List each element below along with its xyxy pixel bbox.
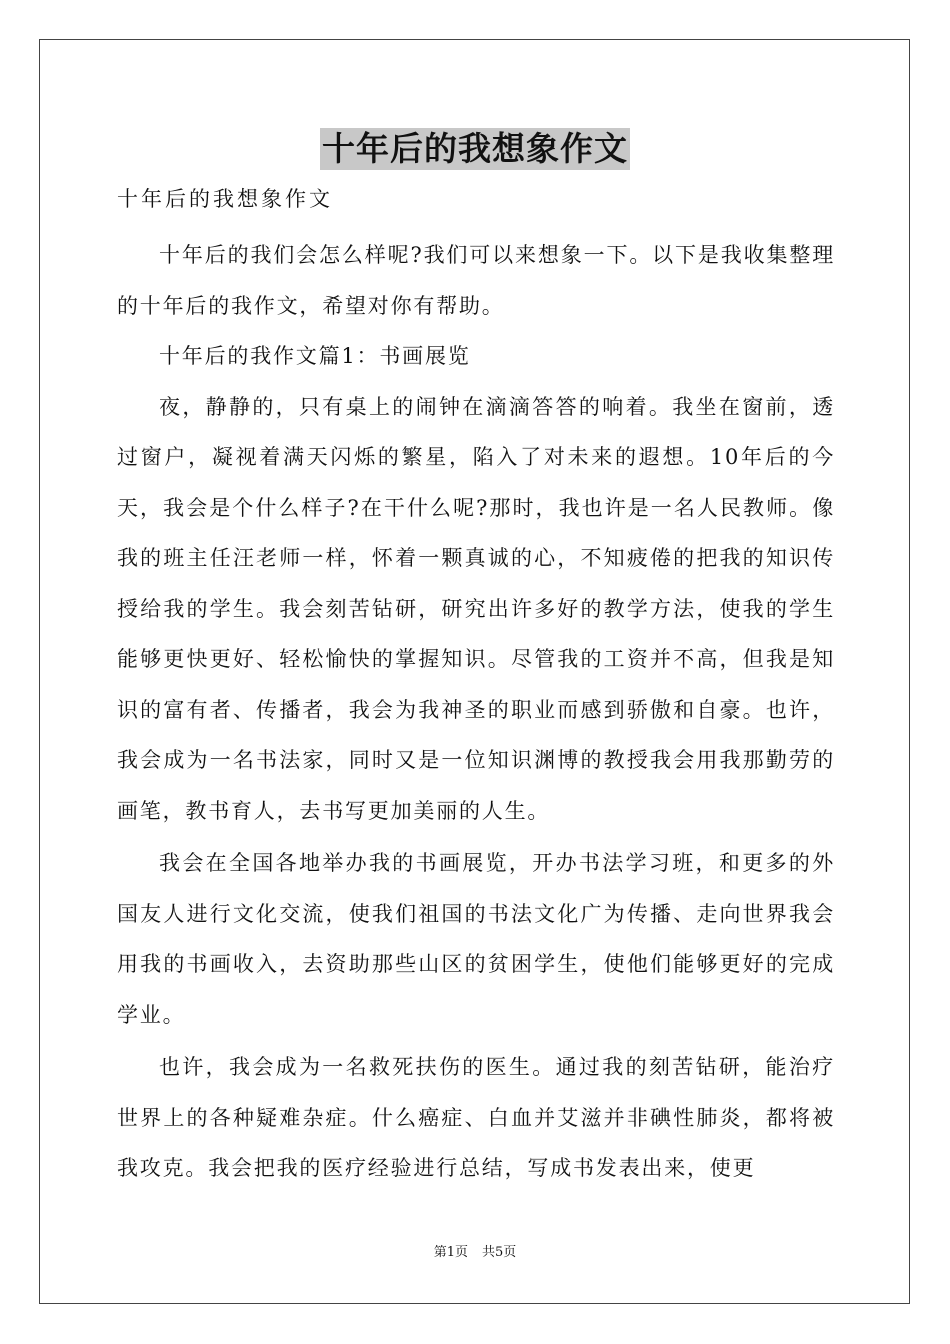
- page-footer: [0, 1244, 950, 1262]
- title-container: [0, 128, 950, 170]
- paragraph: 我会在全国各地举办我的书画展览，开办书法学习班，和更多的外国友人进行文化交流，使我们祖国的书法文化广为传播、走向世界我会用我的书画收入，去资助那些山区的贫困学生，使他们能够更好的完成学业。: [117, 851, 835, 1027]
- document-body: [117, 230, 835, 1194]
- document-subtitle: 十年后的我想象作文: [117, 187, 333, 211]
- page-total: 共5页: [482, 1245, 517, 1260]
- section-heading: 十年后的我作文篇1：书画展览: [159, 344, 471, 368]
- page-number: 第1页: [433, 1245, 468, 1260]
- document-title: 十年后的我想象作文: [322, 129, 628, 168]
- paragraph: 夜，静静的，只有桌上的闹钟在滴滴答答的响着。我坐在窗前，透过窗户，凝视着满天闪烁的繁星，陷入了对未来的遐想。10年后的今天，我会是个什么样子?在干什么呢?那时，我也许是一名人民教师。像我的班主任汪老师一样，怀着一颗真诚的心，不知疲倦的把我的知识传授给我的学生。我会刻苦钻研，研究出许多好的教学方法，使我的学生能够更快更好、轻松愉快的掌握知识。尽管我的工资并不高，但我是知识的富有者、传播者，我会为我神圣的职业而感到骄傲和自豪。也许，我会成为一名书法家，同时又是一位知识渊博的教授我会用我那勤劳的画笔，教书育人，去书写更加美丽的人生。: [117, 394, 835, 823]
- paragraph: 也许，我会成为一名救死扶伤的医生。通过我的刻苦钻研，能治疗世界上的各种疑难杂症。什么癌症、白血并艾滋并非碘性肺炎，都将被我攻克。我会把我的医疗经验进行总结，写成书发表出来，使更: [117, 1055, 835, 1180]
- paragraph-intro: 十年后的我们会怎么样呢?我们可以来想象一下。以下是我收集整理的十年后的我作文，希望对你有帮助。: [117, 243, 835, 318]
